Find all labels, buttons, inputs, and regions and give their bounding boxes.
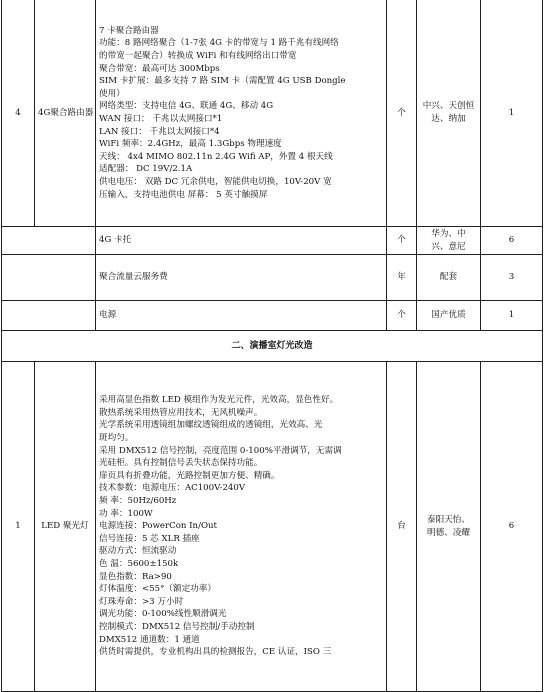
- item-quantity: 6: [481, 227, 543, 255]
- item-unit: 个: [387, 227, 417, 255]
- item-brand: 配套: [417, 255, 481, 301]
- empty-cell: [2, 255, 96, 301]
- table-row: [2, 255, 543, 301]
- item-description: 4G 卡托: [96, 227, 387, 255]
- item-name: 4G聚合路由器: [35, 0, 96, 227]
- item-quantity: 1: [481, 301, 543, 331]
- item-brand: 泰阳天怡、明德、凌耀: [417, 362, 481, 692]
- item-quantity: 1: [481, 0, 543, 227]
- item-description: 采用高显色指数 LED 模组作为发光元件，光效高，显色性好。 散热系统采用热管应用技术，无风机噪声。 光学系统采用透镜组加螺纹透镜组成的透镜组，光效高、光 斑均匀。 采用 DMX512 信号控制，亮度范围 0-100%平滑调节，无需调 光硅柜。具有控制信号丢失状态保持功能。 扉页具有折叠功能，光路控制更加方便、精确。 技术参数：电源电压：AC100V-240V 频 率：50Hz/60Hz 功 率：100W 电源连接：PowerCon In/Out 信号连接：5 芯 XLR 插座 驱动方式：恒流驱动 色 温：5600±150k 显色指数：Ra>90 灯体温度：<55°（额定功率） 灯珠寿命：>3 万小时 调光功能：0-100%线性顺滑调光 控制模式：DMX512 信号控制/手动控制 DMX512 通道数：1 通道 供货时需提供，专业机构出具的检测报告，CE 认证，ISO 三: [96, 362, 387, 692]
- item-unit: 台: [387, 362, 417, 692]
- item-unit: 年: [387, 255, 417, 301]
- item-brand: 国产优质: [417, 301, 481, 331]
- item-description: 7 卡聚合路由器 功能：8 路网络聚合（1-7张 4G 卡的带宽与 1 路千兆有线网络 的带宽一起聚合）转换成 WiFi 和有线网络出口带宽 聚合带宽：最高可达 300Mbps SIM 卡扩展：最多支持 7 路 SIM 卡（需配置 4G USB Dongle 使用） 网络类型：支持电信 4G、联通 4G、移动 4G WAN 接口： 千兆以太网接口*1 LAN 接口： 千兆以太网接口*4 WiFi 频率：2.4GHz，最高 1.3Gbps 物理速度 天线： 4x4 MIMO 802.11n 2.4G Wifi AP，外置 4 根天线 适配器： DC 19V/2.1A 供电电压： 双路 DC 冗余供电，智能供电切换，10V-20V 宽 压输入，支持电池供电 屏幕： 5 英寸触摸屏: [96, 0, 387, 227]
- item-quantity: 3: [481, 255, 543, 301]
- item-name: LED 聚光灯: [35, 362, 96, 692]
- table-row: [2, 301, 543, 331]
- item-description: 电源: [96, 301, 387, 331]
- table-row: [2, 362, 543, 692]
- row-number: 4: [2, 0, 35, 227]
- table-row: [2, 0, 543, 227]
- section-row: [2, 331, 543, 362]
- row-number: 1: [2, 362, 35, 692]
- item-unit: 个: [387, 0, 417, 227]
- item-quantity: 6: [481, 362, 543, 692]
- item-brand: 华为、中兴、意尼: [417, 227, 481, 255]
- item-description: 聚合流量云服务费: [96, 255, 387, 301]
- table-row: [2, 227, 543, 255]
- equipment-table: [1, 0, 543, 692]
- item-unit: 个: [387, 301, 417, 331]
- empty-cell: [2, 301, 96, 331]
- section-title: 二、演播室灯光改造: [2, 331, 543, 362]
- empty-cell: [2, 227, 96, 255]
- item-brand: 中兴、天创恒达、纳加: [417, 0, 481, 227]
